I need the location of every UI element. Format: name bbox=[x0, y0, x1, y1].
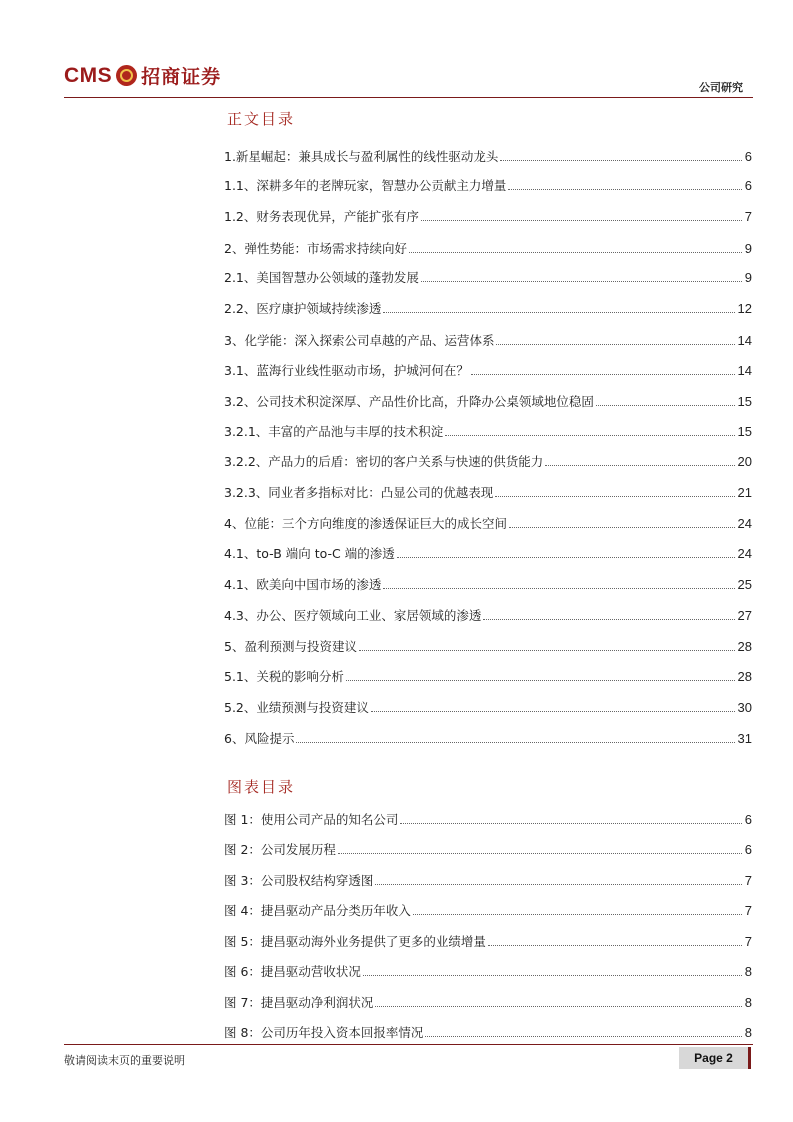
leader-dots bbox=[409, 252, 742, 253]
leader-dots bbox=[371, 711, 735, 712]
toc-entry[interactable] bbox=[224, 730, 752, 748]
toc-entry-text: 2.1、美国智慧办公领域的蓬勃发展 bbox=[224, 270, 419, 285]
toc-entry-page: 31 bbox=[737, 731, 752, 746]
toc-entry-page: 27 bbox=[737, 608, 752, 623]
figure-entry-page: 7 bbox=[744, 934, 752, 949]
figures-title: 图表目录 bbox=[227, 778, 296, 796]
logo-emblem-icon bbox=[116, 65, 137, 86]
toc-entry-text: 5.2、业绩预测与投资建议 bbox=[224, 700, 369, 715]
toc-entry-text: 1.新星崛起：兼具成长与盈利属性的线性驱动龙头 bbox=[224, 149, 499, 164]
figure-entry-text: 图 6：捷昌驱动营收状况 bbox=[224, 964, 361, 979]
figure-entry-text: 图 2：公司发展历程 bbox=[224, 842, 336, 857]
figure-entry[interactable] bbox=[224, 872, 752, 890]
toc-entry-text: 1.1、深耕多年的老牌玩家，智慧办公贡献主力增量 bbox=[224, 178, 507, 193]
toc-entry[interactable] bbox=[224, 332, 752, 350]
page-number-badge: Page 2 bbox=[679, 1047, 751, 1069]
disclaimer-note: 敬请阅读末页的重要说明 bbox=[64, 1054, 185, 1067]
leader-dots bbox=[445, 435, 734, 436]
leader-dots bbox=[488, 945, 742, 946]
leader-dots bbox=[421, 281, 742, 282]
toc-entry-page: 15 bbox=[737, 394, 752, 409]
leader-dots bbox=[425, 1036, 741, 1037]
figure-entry-text: 图 4：捷昌驱动产品分类历年收入 bbox=[224, 903, 411, 918]
leader-dots bbox=[296, 742, 734, 743]
figure-entry-text: 图 5：捷昌驱动海外业务提供了更多的业绩增量 bbox=[224, 934, 486, 949]
toc-entry-page: 6 bbox=[744, 149, 752, 164]
toc-entry-text: 3.2.2、产品力的后盾：密切的客户关系与快速的供货能力 bbox=[224, 454, 544, 469]
toc-entry-text: 4.3、办公、医疗领域向工业、家居领域的渗透 bbox=[224, 608, 482, 623]
toc-entry-page: 14 bbox=[737, 363, 752, 378]
figure-entry-page: 6 bbox=[744, 812, 752, 827]
leader-dots bbox=[383, 588, 734, 589]
leader-dots bbox=[500, 160, 741, 161]
toc-entry-page: 24 bbox=[737, 516, 752, 531]
toc-entry-page: 7 bbox=[744, 209, 752, 224]
toc-entry-text: 3.2.3、同业者多指标对比：凸显公司的优越表现 bbox=[224, 485, 494, 500]
toc-entry[interactable] bbox=[224, 177, 752, 195]
leader-dots bbox=[509, 527, 735, 528]
toc-entry[interactable] bbox=[224, 240, 752, 258]
toc-entry-text: 5.1、关税的影响分析 bbox=[224, 669, 344, 684]
leader-dots bbox=[375, 1006, 741, 1007]
figure-entry[interactable] bbox=[224, 963, 752, 981]
toc-entry[interactable] bbox=[224, 148, 752, 166]
toc-entry-page: 9 bbox=[744, 241, 752, 256]
toc-entry[interactable] bbox=[224, 423, 752, 441]
figure-entry-page: 8 bbox=[744, 964, 752, 979]
figure-entry-text: 图 1：使用公司产品的知名公司 bbox=[224, 812, 399, 827]
toc-entry-page: 25 bbox=[737, 577, 752, 592]
figure-entry[interactable] bbox=[224, 811, 752, 829]
leader-dots bbox=[483, 619, 734, 620]
leader-dots bbox=[363, 975, 742, 976]
figure-entry[interactable] bbox=[224, 933, 752, 951]
toc-entry-text: 3.2.1、丰富的产品池与丰厚的技术积淀 bbox=[224, 424, 444, 439]
figure-entry[interactable] bbox=[224, 1024, 752, 1042]
logo-latin-text: CMS bbox=[64, 63, 113, 87]
footer-divider bbox=[64, 1044, 753, 1045]
toc-entry-page: 30 bbox=[737, 700, 752, 715]
figure-entry-page: 8 bbox=[744, 1025, 752, 1040]
toc-entry-page: 15 bbox=[737, 424, 752, 439]
leader-dots bbox=[346, 680, 735, 681]
figure-entry[interactable] bbox=[224, 902, 752, 920]
toc-entry[interactable] bbox=[224, 484, 752, 502]
toc-entry-text: 4、位能：三个方向维度的渗透保证巨大的成长空间 bbox=[224, 516, 507, 531]
toc-entry-page: 24 bbox=[737, 546, 752, 561]
toc-entry-page: 21 bbox=[737, 485, 752, 500]
toc-entry-text: 2、弹性势能：市场需求持续向好 bbox=[224, 241, 407, 256]
toc-entry-text: 3.1、蓝海行业线性驱动市场，护城河何在？ bbox=[224, 363, 469, 378]
leader-dots bbox=[421, 220, 742, 221]
figure-entry-text: 图 7：捷昌驱动净利润状况 bbox=[224, 995, 374, 1010]
toc-entry-page: 6 bbox=[744, 178, 752, 193]
toc-entry[interactable] bbox=[224, 638, 752, 656]
toc-entry-text: 2.2、医疗康护领域持续渗透 bbox=[224, 301, 382, 316]
toc-entry-text: 1.2、财务表现优异，产能扩张有序 bbox=[224, 209, 419, 224]
toc-entry[interactable] bbox=[224, 545, 752, 563]
toc-title: 正文目录 bbox=[227, 110, 296, 128]
figure-entry-page: 6 bbox=[744, 842, 752, 857]
leader-dots bbox=[495, 496, 734, 497]
toc-entry-text: 3、化学能：深入探索公司卓越的产品、运营体系 bbox=[224, 333, 495, 348]
toc-entry[interactable] bbox=[224, 362, 752, 380]
toc-entry-page: 28 bbox=[737, 639, 752, 654]
leader-dots bbox=[471, 374, 735, 375]
leader-dots bbox=[596, 405, 735, 406]
toc-entry-text: 3.2、公司技术积淀深厚、产品性价比高，升降办公桌领域地位稳固 bbox=[224, 394, 594, 409]
toc-entry[interactable] bbox=[224, 576, 752, 594]
toc-entry[interactable] bbox=[224, 699, 752, 717]
toc-entry[interactable] bbox=[224, 300, 752, 318]
leader-dots bbox=[400, 823, 741, 824]
leader-dots bbox=[545, 465, 734, 466]
toc-entry-text: 4.1、欧美向中国市场的渗透 bbox=[224, 577, 382, 592]
document-type-label: 公司研究 bbox=[699, 81, 743, 94]
toc-entry[interactable] bbox=[224, 269, 752, 287]
toc-entry-page: 12 bbox=[737, 301, 752, 316]
figure-entry[interactable] bbox=[224, 994, 752, 1012]
leader-dots bbox=[496, 344, 734, 345]
leader-dots bbox=[413, 914, 742, 915]
leader-dots bbox=[383, 312, 734, 313]
toc-entry-page: 9 bbox=[744, 270, 752, 285]
toc-entry[interactable] bbox=[224, 393, 752, 411]
leader-dots bbox=[397, 557, 735, 558]
figure-entry-text: 图 8：公司历年投入资本回报率情况 bbox=[224, 1025, 424, 1040]
toc-entry[interactable] bbox=[224, 668, 752, 686]
toc-entry-text: 4.1、to-B 端向 to-C 端的渗透 bbox=[224, 546, 395, 561]
figure-entry-text: 图 3：公司股权结构穿透图 bbox=[224, 873, 374, 888]
toc-entry[interactable] bbox=[224, 515, 752, 533]
logo-chinese-text: 招商证券 bbox=[141, 66, 222, 88]
toc-entry[interactable] bbox=[224, 208, 752, 226]
figure-entry-page: 8 bbox=[744, 995, 752, 1010]
toc-entry-text: 5、盈利预测与投资建议 bbox=[224, 639, 357, 654]
toc-entry-page: 14 bbox=[737, 333, 752, 348]
toc-entry-page: 28 bbox=[737, 669, 752, 684]
leader-dots bbox=[375, 884, 741, 885]
toc-entry-page: 20 bbox=[737, 454, 752, 469]
leader-dots bbox=[359, 650, 735, 651]
company-logo bbox=[64, 62, 221, 89]
figure-entry-page: 7 bbox=[744, 903, 752, 918]
figure-entry-page: 7 bbox=[744, 873, 752, 888]
header-divider bbox=[64, 97, 753, 98]
toc-entry[interactable] bbox=[224, 453, 752, 471]
leader-dots bbox=[508, 189, 741, 190]
figure-entry[interactable] bbox=[224, 841, 752, 859]
toc-entry-text: 6、风险提示 bbox=[224, 731, 295, 746]
toc-entry[interactable] bbox=[224, 607, 752, 625]
leader-dots bbox=[338, 853, 742, 854]
